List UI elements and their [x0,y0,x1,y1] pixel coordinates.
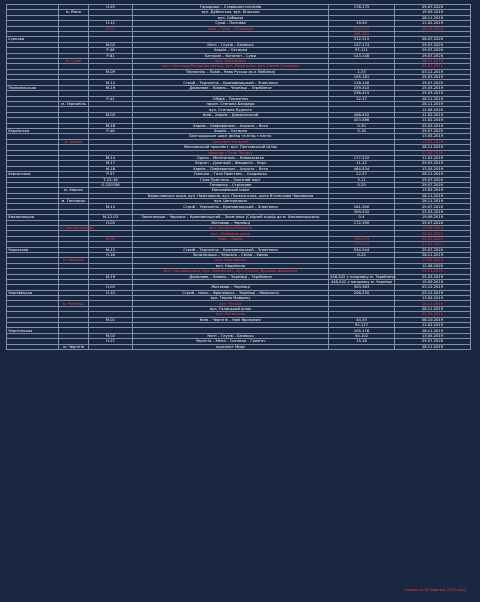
date-cell: 29.07.2020 [395,42,471,47]
city-cell: м. Суми [59,58,89,63]
road-code-cell: М-12-03 [89,215,133,220]
date-cell: 19.09.2019 [395,10,471,15]
road-code-cell: Р-61 [89,53,133,58]
road-code-cell: Н-10 [89,290,133,295]
region-cell: Чернівецька [7,290,59,295]
road-name-cell: вул. Іллінська/Петропавлівська, вул. Роменська, вул. Героїв Сумщини [133,64,329,69]
road-code-cell: М-17 [89,161,133,166]
date-cell: 25.03.2019 [395,274,471,279]
road-name-cell: Московський проспект, вул. Полтавський Шлях [133,145,329,150]
table-row [7,344,471,349]
road-name-cell: Стрий – Тернопіль – Кропивницький – Знам'янка [133,80,329,85]
road-code-cell: М-02 [89,333,133,338]
road-name-cell: вул. Галицький шлях [133,306,329,311]
date-cell: 28.11.2019 [395,58,471,63]
date-cell: 29.07.2020 [395,5,471,10]
road-name-cell: вул. Хотинська [133,312,329,317]
road-code-cell: Р-46 [89,48,133,53]
km-cell: 281-301 [329,31,395,36]
km-cell: 448-542 у напрямку м. Тереблече [330,274,396,279]
km-cell: 158-179 [329,236,395,241]
city-cell: м. Генічеськ [59,199,89,204]
road-name-cell: Золотоноша – Черкаси – Сміла – Умань [133,252,329,257]
date-cell: 11.02.2019 [395,112,471,117]
city-cell: м. Хмельницький [60,226,94,231]
date-cell: 29.07.2020 [395,128,471,133]
km-cell: 5-16 [329,128,395,133]
road-name-cell: Тернопіль – Львів – Рава Руська (м-н Любліна) [133,69,329,74]
road-name-cell: Чернігів – Мена – Сосниця – Грем'яч [133,339,329,344]
road-name-cell: Харків – Охтирка [133,48,329,53]
km-cell: 172-390 [329,220,395,225]
date-cell: 28.11.2019 [395,172,471,177]
city-cell: м. Херсон [59,188,89,193]
km-cell: 448-542 у напрямку м. Чернівці [329,279,395,284]
road-code-cell: М-14 [89,155,133,160]
date-cell: 29.07.2020 [395,80,471,85]
km-cell: 239-310 [329,85,395,90]
date-cell: 22.01.2021 [395,312,471,317]
date-cell: 22.01.2021 [395,150,471,155]
road-name-cell: Київ – Одеса [133,236,329,241]
km-cell: 202-273 [329,26,395,31]
km-cell: 534-544 [329,247,395,252]
road-code-cell: Н-27 [89,339,133,344]
date-cell: 25.03.2019 [395,91,471,96]
road-name-cell: Кіпті – Глухів – Бачівськ [133,333,329,338]
road-name-cell: вул. Грушевського, вул. Смілянська, вул. Гоголя, бульвар Шевченка [133,269,329,274]
km-cell: 19-55 [329,21,395,26]
road-code-cell: М-12 [89,80,133,85]
road-code-cell: М-09 [89,69,133,74]
road-name-cell: Доманове – Ковель – Чернівці – Тереблече [133,85,329,90]
table-body [7,5,471,350]
road-name-cell: Харків – Охтирка [133,128,329,133]
km-cell: 208-250 [329,290,395,295]
road-name-cell: Київ – Чернігів – Нові Яриловичі [133,317,329,322]
road-name-cell: Харків – Сімферополь – Алушта – Ялта [133,166,329,171]
date-cell: 11.02.2019 [395,118,471,123]
road-name-cell: вул. Героїв Майдану [133,296,329,301]
road-name-cell: вул. Західно-Окружна [133,226,329,231]
date-cell: 29.07.2020 [395,182,471,187]
date-cell: 13.05.2019 [395,258,471,263]
km-cell: 179-207 [329,242,395,247]
date-cell: 08.10.2019 [395,317,471,322]
region-cell: Черкаська [7,247,59,252]
km-cell: 178-175 [329,5,395,10]
date-cell: 13.05.2019 [395,296,471,301]
date-cell: 28.07.2020 [395,37,471,42]
road-name-cell: Миколаївське шосе [133,188,329,193]
road-code-cell: М-18 [89,123,133,128]
date-cell: 25.03.2019 [395,123,471,128]
km-cell: 22-27 [329,172,395,177]
km-cell: 453-586 [329,118,395,123]
date-cell: 29.07.2020 [395,48,471,53]
city-cell: м. Харків [59,139,89,144]
road-code-cell: М-12 [89,247,133,252]
road-name-cell: Кіпті – Глухів – Бачівськ [133,42,329,47]
road-code-cell: О-220706 [89,182,133,187]
km-cell: 143-148 [329,53,395,58]
road-name-cell: вул. Благовісна [133,258,329,263]
city-cell: м. Тернопіль [59,102,89,107]
road-repair-table [6,4,471,350]
km-cell: 147-174 [329,42,395,47]
date-cell: 22.01.2021 [395,269,471,274]
date-cell: 29.07.2020 [395,247,471,252]
city-cell: м. Рівне [59,10,89,15]
km-cell: 181-300 [329,204,395,209]
date-cell: 11.02.2019 [395,155,471,160]
km-cell: 12-37 [329,96,395,101]
date-cell: 22.01.2021 [395,64,471,69]
date-cell: 03.12.2019 [395,285,471,290]
km-cell: 309-332 [329,209,395,214]
region-cell: Херсонська [7,172,59,177]
road-name-cell: Херсон – Джанкой – Феодосія – Керч [133,161,329,166]
km-cell: 97-111 [329,48,395,53]
date-cell: 28.11.2019 [395,252,471,257]
date-cell: 29.07.2020 [395,339,471,344]
date-cell: 25.03.2019 [395,75,471,80]
road-code-cell: Н-25 [89,5,133,10]
km-cell: 0-25 [329,252,395,257]
date-cell: 11.02.2019 [395,323,471,328]
road-name-cell: Житомир – Чернівці [133,285,329,290]
km-cell: 408-452 [329,112,395,117]
road-name-cell: Батурин – Конотоп – Суми [133,53,329,58]
road-code-cell: Н-16 [89,252,133,257]
km-cell: 236-415 [329,91,395,96]
road-name-cell: вул. Надпільна [133,263,329,268]
km-cell: 92-117 [329,323,395,328]
region-cell: Харківська [7,128,59,133]
region-cell [7,344,59,349]
road-name-cell: Харків – Сімферополь – Алушта – Ялта [133,123,329,128]
km-cell [329,344,395,349]
road-name-cell: Стрий – Тернопіль – Кропивницький – Знам'янка [133,204,329,209]
km-cell: 177-222 [329,155,395,160]
km-cell: 0-4 [329,215,395,220]
date-cell: 13.05.2019 [395,134,471,139]
date-cell: 29.07.2020 [395,177,471,182]
date-cell: 12.06.2020 [395,263,471,268]
road-name-cell: Гола Пристань – Залізний порт [133,177,329,182]
date-cell: 13.05.2019 [395,166,471,171]
date-cell: 19.09.2019 [395,279,471,284]
road-code-cell: М-19 [89,274,133,279]
road-code-cell: Н-03 [89,285,133,290]
date-cell: 28.11.2019 [395,344,471,349]
date-cell: 28.11.2019 [395,193,471,198]
date-cell: 22.01.2021 [395,242,471,247]
km-cell: 312-315 [329,37,395,42]
date-cell: 13.05.2019 [395,188,471,193]
date-cell: 03.12.2019 [395,69,471,74]
date-cell: 28.11.2019 [395,306,471,311]
road-name-cell: Житомир – Чернівці [133,220,329,225]
road-code-cell: Н-12 [89,21,133,26]
km-cell: 128-140 [329,80,395,85]
road-name-cell: проспект Льва Ландау [133,150,329,155]
date-cell: 28.07.2020 [395,26,471,31]
road-name-cell: Стрий – Івано – Франківськ – Чернівці – Мамалига [133,290,329,295]
road-name-cell: проспект Миру [133,344,329,349]
road-name-cell: Олешки – Гола Пристань – Скадовськ [133,172,329,177]
date-cell: 13.05.2019 [395,333,471,338]
road-code-cell: Р-46 [89,128,133,133]
region-cell: Сумська [7,37,59,42]
km-cell: 0-20 [329,182,395,187]
road-code-cell: М-05 [89,236,133,241]
city-cell: м. Чернівці [59,301,89,306]
date-cell: 19.09.2019 [395,226,471,231]
road-code-cell: Р-41 [89,96,133,101]
road-code-cell: М-19 [89,85,133,90]
date-cell: 28.11.2019 [395,96,471,101]
footnote: станом на 22 березня 2021 року [404,588,466,592]
city-cell: м. Черкаси [59,258,89,263]
date-cell: 28.11.2019 [395,301,471,306]
date-cell: 29.07.2020 [395,204,471,209]
date-cell: 22.01.2021 [395,236,471,241]
km-cell: 3-11 [329,177,395,182]
road-code-cell: Н-07 [89,26,133,31]
road-name-cell: Київ – Харків – Довжанський [133,112,329,117]
road-name-cell: Гнилиськ – Стрілкове [133,182,329,187]
road-name-cell: вул. Руська [133,301,329,306]
road-name-cell: проспект Гагаріна [133,139,329,144]
km-cell: 303-363 [329,285,395,290]
road-name-cell: вул. Соборна [133,15,329,20]
km-cell: 50-102 [329,333,395,338]
region-cell: Чернігівська [7,328,59,333]
road-name-cell: вул. Дубенська, вул. Біласька [133,10,329,15]
road-code-cell: Н-03 [89,220,133,225]
date-cell: 28.11.2019 [395,15,471,20]
road-name-cell: Городище – Староконстянтинів [133,5,329,10]
road-code-cell: М-12 [89,204,133,209]
road-code-cell: Р-57 [89,172,133,177]
road-name-cell: Суми – Полтава [133,21,329,26]
road-code-cell [89,344,133,349]
date-cell: 19.09.2019 [395,215,471,220]
road-name-cell: Обідів – Тернопіль [133,96,329,101]
date-cell: 12.06.2020 [395,107,471,112]
road-name-cell: Одеса – Мелітополь – Новоазовськ [133,155,329,160]
road-name-cell: вул. Степана Будного [133,107,329,112]
road-name-cell: Золотоноша – Черкаси – Кропивницький – Знам'янка (Східний підхід до м. Хмельницького) [133,215,329,220]
km-cell: 11-22 [329,161,395,166]
region-cell: Хмельницька [7,215,59,220]
km-cell: 105-176 [329,328,395,333]
km-cell: 464-534 [329,166,395,171]
date-cell: 03.12.2019 [395,290,471,295]
road-name-cell: просп. Степана Бандери [133,102,329,107]
road-name-cell: вул. Львівське шосе [133,231,329,236]
region-cell: Тернопільська [7,85,59,90]
date-cell: 29.03.2019 [395,161,471,166]
date-cell: 29.07.2020 [395,220,471,225]
road-name-cell: Київ – Суми – Юнаківка [133,26,329,31]
date-cell: 25.03.2019 [395,85,471,90]
date-cell: 29.07.2020 [395,53,471,58]
road-code-cell: М-02 [89,42,133,47]
road-name-cell: Доманове – Ковель – Чернівці – Тереблече [133,274,329,279]
road-code-cell: М-01 [89,317,133,322]
date-cell: 25.03.2019 [395,209,471,214]
km-cell: 1-33 [329,69,395,74]
km-cell: 0-30 [329,123,395,128]
city-cell: м. Чернігів [59,344,89,349]
road-code-cell: Т-22-16 [89,177,133,182]
date-cell: 28.11.2019 [395,328,471,333]
km-cell: 105-181 [329,75,395,80]
road-name-cell: вул. Центральна [133,199,329,204]
road-name-cell: Стрий – Тернопіль – Кропивницький – Знам'янка [133,247,329,252]
road-name-cell: Бєлгородське шосе (виїзд та в'їзд з міста) [133,134,329,139]
date-cell: 28.11.2019 [395,102,471,107]
km-cell: 15-18 [329,339,395,344]
date-cell: 28.11.2019 [395,199,471,204]
date-cell: 11.02.2019 [395,21,471,26]
road-code-cell: М-03 [89,112,133,117]
road-name-cell: вул. Харківська [133,58,329,63]
date-cell: 11.02.2019 [395,139,471,144]
road-table-sheet [6,4,470,350]
road-code-cell: М-18 [89,166,133,171]
road-name-cell: Бериславське шосе, вул. Нафтовиків, вул. Перекопська, шосе В'ячеслава Чорновола [133,193,329,198]
km-cell: 44-55 [329,317,395,322]
date-cell: 22.01.2021 [395,231,471,236]
date-cell: 28.11.2019 [395,145,471,150]
